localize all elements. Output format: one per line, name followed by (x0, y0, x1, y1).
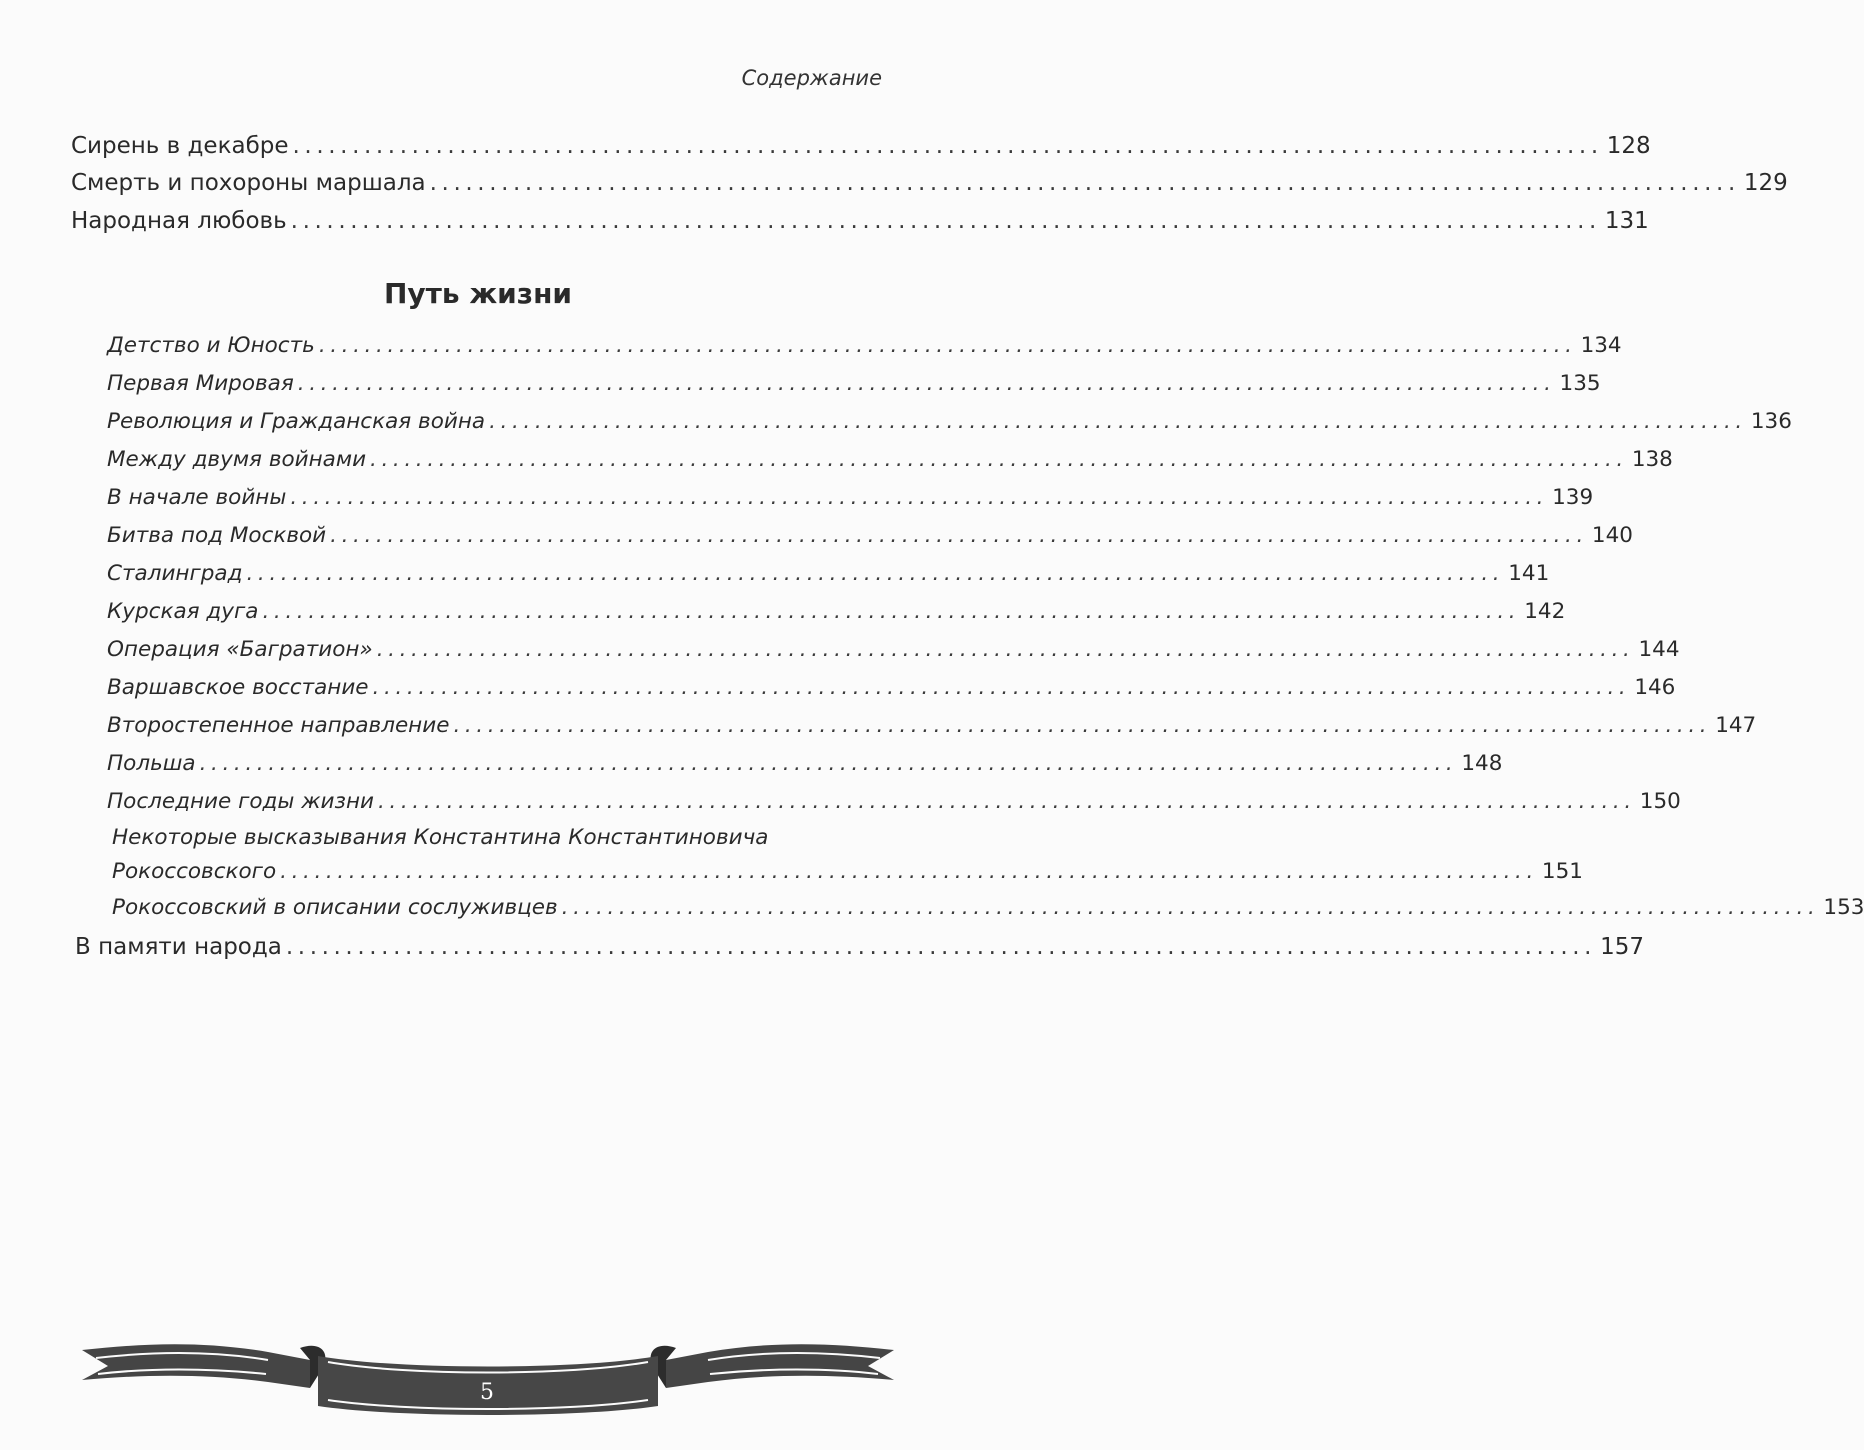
dot-leader: .............................................................................................................. (290, 485, 1549, 510)
toc-entry[interactable] (71, 203, 1649, 239)
dot-leader: .............................................................................................................. (370, 447, 1628, 472)
toc-subentry-page: 141 (1508, 561, 1550, 586)
toc-subentry[interactable] (107, 518, 1633, 554)
toc-subentry-page: 139 (1552, 485, 1594, 510)
toc-subentry-title: Польша (107, 751, 196, 776)
toc-entry[interactable] (75, 929, 1644, 965)
dot-leader: .............................................................................................................. (246, 561, 1505, 586)
toc-subentry-page: 153 (1823, 895, 1864, 920)
toc-subentry[interactable] (107, 442, 1673, 478)
toc-entry-page: 131 (1604, 208, 1649, 234)
toc-subentry-page: 140 (1591, 523, 1633, 548)
dot-leader: .............................................................................................................. (297, 371, 1556, 396)
toc-subentry[interactable] (112, 854, 1583, 890)
dot-leader: .............................................................................................................. (378, 789, 1636, 814)
toc-entry-page: 129 (1743, 170, 1788, 196)
toc-subentry-title: Первая Мировая (107, 371, 294, 396)
dot-leader: .............................................................................................................. (262, 599, 1521, 624)
dot-leader: .............................................................................................................. (429, 170, 1740, 196)
toc-subentry[interactable] (107, 480, 1594, 516)
toc-subentry-page: 144 (1638, 637, 1680, 662)
dot-leader: .............................................................................................................. (489, 409, 1747, 434)
toc-subentry-title: Детство и Юность (107, 333, 315, 358)
toc-subentry[interactable] (107, 404, 1792, 440)
toc-entry[interactable] (71, 165, 1788, 201)
toc-entry-title: Сирень в декабре (71, 133, 289, 159)
toc-entry-title: Народная любовь (71, 208, 287, 234)
toc-subentry-title: Между двумя войнами (107, 447, 367, 472)
toc-subentry-page: 147 (1715, 713, 1757, 738)
toc-subentry[interactable] (107, 784, 1681, 820)
toc-subentry[interactable] (107, 328, 1622, 364)
toc-subentry[interactable] (107, 708, 1757, 744)
toc-entry-page: 157 (1600, 934, 1644, 960)
dot-leader: .............................................................................................................. (330, 523, 1588, 548)
dot-leader: .............................................................................................................. (318, 333, 1577, 358)
toc-subentry-page: 142 (1524, 599, 1566, 624)
toc-subentry-title: Операция «Багратион» (107, 637, 373, 662)
dot-leader: .............................................................................................................. (292, 133, 1603, 159)
toc-subentry-page: 134 (1580, 333, 1622, 358)
section-title: Путь жизни (383, 277, 573, 310)
toc-subentry-page: 146 (1634, 675, 1676, 700)
ribbon-banner-icon (78, 1330, 898, 1420)
dot-leader: .............................................................................................................. (290, 208, 1601, 234)
toc-subentry-page: 135 (1559, 371, 1601, 396)
toc-subentry-title: Революция и Гражданская война (107, 409, 486, 434)
toc-subentry[interactable] (107, 594, 1566, 630)
toc-entry-page: 128 (1606, 133, 1651, 159)
toc-subentry-page: 138 (1631, 447, 1673, 472)
toc-entry[interactable] (71, 128, 1651, 164)
toc-subentry-title: Варшавское восстание (107, 675, 369, 700)
toc-subentry-page: 148 (1461, 751, 1503, 776)
toc-subentry-page: 150 (1639, 789, 1681, 814)
toc-subentry-title: Рокоссовский в описании сослуживцев (112, 895, 558, 920)
toc-subentry[interactable] (107, 632, 1680, 668)
toc-subentry-title: Последние годы жизни (107, 789, 374, 814)
toc-subentry-title: Второстепенное направление (107, 713, 450, 738)
toc-subentry-title: Битва под Москвой (107, 523, 327, 548)
toc-subentry-title-line1[interactable]: Некоторые высказывания Константина Константиновича (112, 825, 769, 850)
dot-leader: .............................................................................................................. (376, 637, 1635, 662)
toc-subentry-page: 151 (1541, 859, 1583, 884)
toc-subentry-title: Курская дуга (107, 599, 259, 624)
toc-subentry-title: Сталинград (107, 561, 243, 586)
dot-leader: .............................................................................................................. (199, 751, 1458, 776)
dot-leader: .............................................................................................................. (280, 859, 1538, 884)
toc-subentry-page: 136 (1750, 409, 1792, 434)
toc-subentry[interactable] (107, 556, 1550, 592)
toc-subentry[interactable] (107, 366, 1601, 402)
toc-entry-title: В памяти народа (75, 934, 282, 960)
running-header: Содержание (741, 66, 882, 90)
toc-subentry[interactable] (107, 670, 1676, 706)
toc-subentry-title-line2: Рокоссовского (112, 859, 277, 884)
dot-leader: .............................................................................................................. (453, 713, 1712, 738)
page-number: 5 (480, 1380, 494, 1405)
dot-leader: .............................................................................................................. (561, 895, 1820, 920)
dot-leader: .............................................................................................................. (372, 675, 1631, 700)
toc-subentry[interactable] (107, 746, 1503, 782)
dot-leader: .............................................................................................................. (285, 934, 1597, 960)
toc-subentry[interactable] (112, 890, 1864, 926)
toc-subentry-title: В начале войны (107, 485, 287, 510)
toc-entry-title: Смерть и похороны маршала (71, 170, 426, 196)
